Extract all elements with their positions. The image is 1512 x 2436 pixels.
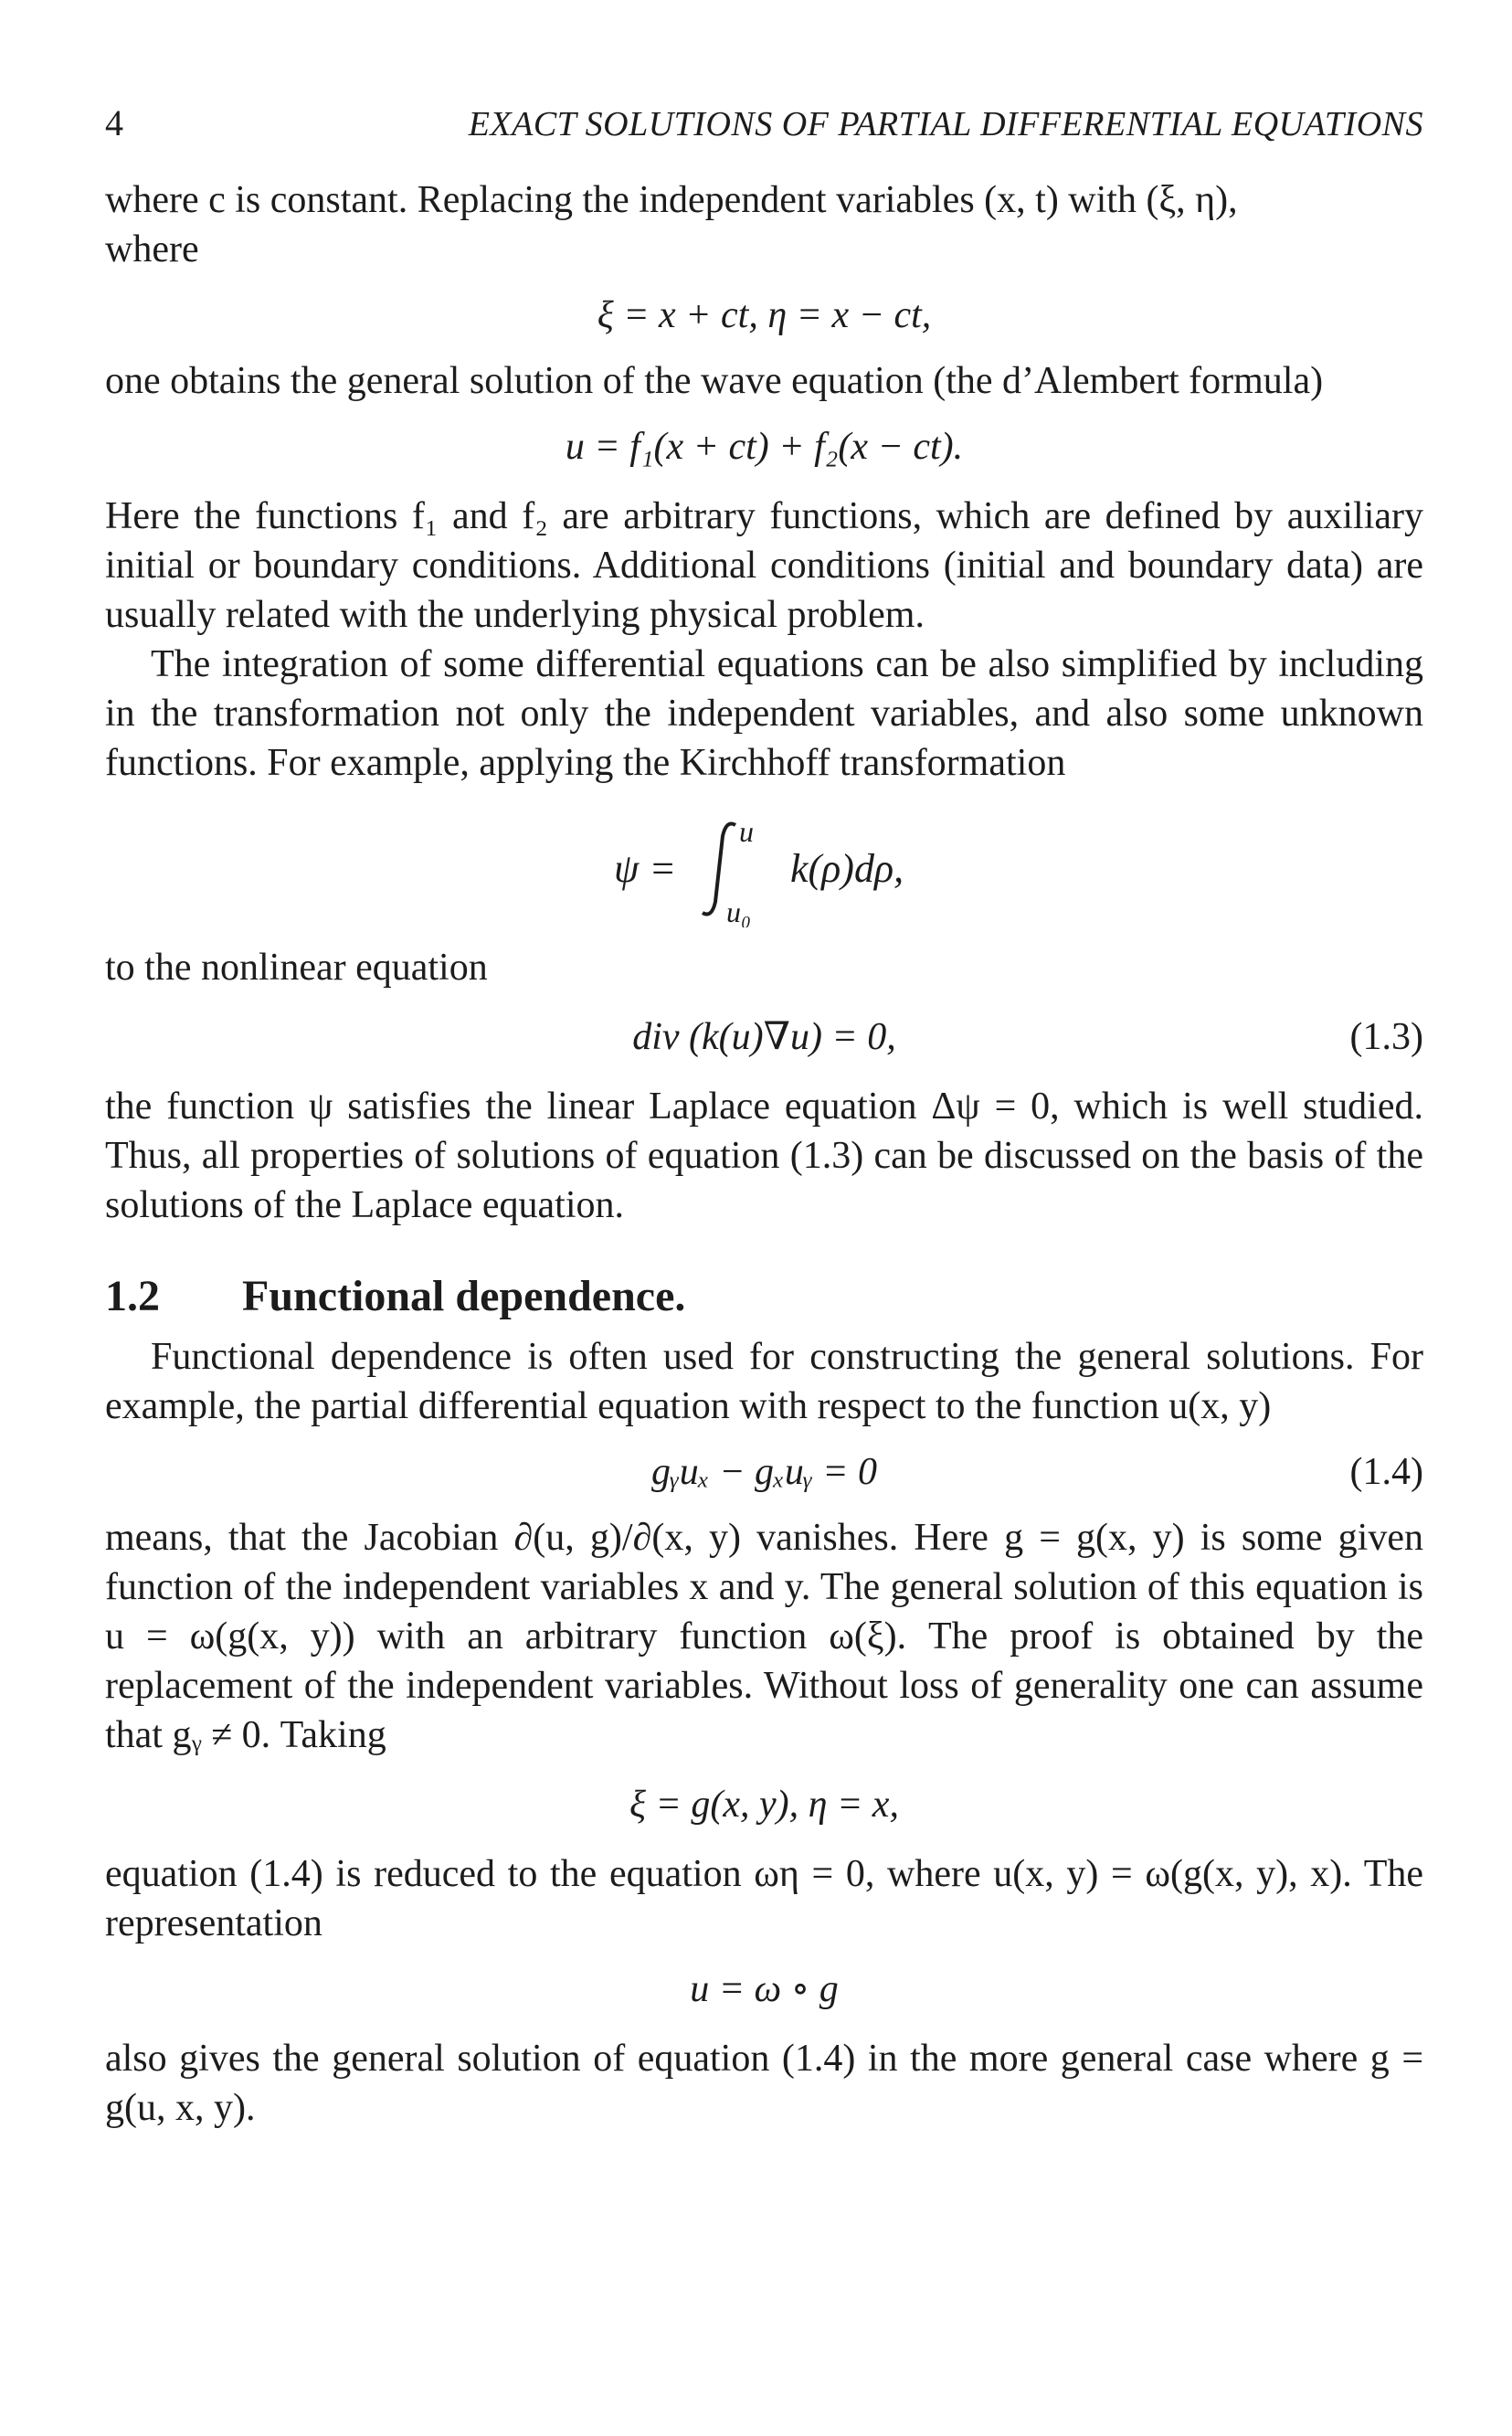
equation-composition-text: u = ω ∘ g <box>690 1968 839 2010</box>
kirchhoff-lower-limit: u₀ <box>725 895 751 928</box>
paragraph-kirchhoff-intro: The integration of some differential equations can be also simplified by including in the transformation not only the independent variables, and also some unknown functions. For example, applying the Kirchhoff transformation <box>105 643 1423 784</box>
equation-kirchhoff <box>105 806 1423 928</box>
equation-composition <box>105 1965 1423 2014</box>
equation-dalembert-text: u = f₁(x + ct) + f₂(x − ct). <box>565 426 964 468</box>
equation-substitution <box>105 1780 1423 1829</box>
kirchhoff-integrand: k(ρ)dρ, <box>789 846 904 892</box>
equation-xi-eta-text: ξ = x + ct, η = x − ct, <box>597 294 932 336</box>
equation-1-4-number: (1.4) <box>1349 1451 1423 1493</box>
paragraph-jacobian: means, that the Jacobian ∂(u, g)/∂(x, y) vanishes. Here g = g(x, y) is some given function of the independent variables x and y. The general solution of this equation is u = ω(g(x, y)) with an arbitrary function ω(ξ). The proof is obtained by the replacement of the independent variables. Without loss of generality one can assume that gᵧ ≠ 0. Taking <box>105 1517 1423 1756</box>
equation-dalembert <box>105 422 1423 471</box>
paragraph-laplace: the function ψ satisfies the linear Laplace equation Δψ = 0, which is well studied. Thus, all properties of solutions of equation (1.3) can be discussed on the basis of the solutions of the Laplace equation. <box>105 1086 1423 1226</box>
equation-1-4-text: gᵧuₓ − gₓuᵧ = 0 <box>651 1451 877 1493</box>
equation-1-4 <box>105 1447 1423 1497</box>
section-number: 1.2 <box>105 1272 160 1320</box>
running-title: EXACT SOLUTIONS OF PARTIAL DIFFERENTIAL EQUATIONS <box>468 105 1423 143</box>
paragraph-nonlinear-intro: to the nonlinear equation <box>105 947 488 989</box>
equation-xi-eta <box>105 291 1423 340</box>
section-heading <box>105 1272 1423 1321</box>
paragraph-intro-line1: where c is constant. Replacing the independent variables (x, t) with (ξ, η), <box>105 179 1238 221</box>
paragraph-general-case: also gives the general solution of equation (1.4) in the more general case where g = g(u, x, y). <box>105 2038 1423 2129</box>
equation-1-3-text: div (k(u)∇u) = 0, <box>632 1016 896 1058</box>
paragraph-intro-line2: where <box>105 228 199 270</box>
paragraph-arbitrary-functions: Here the functions f₁ and f₂ are arbitrary functions, which are defined by auxiliary initial or boundary conditions. Additional conditions (initial and boundary data) are usually related with the underlying physical problem. <box>105 495 1423 636</box>
kirchhoff-upper-limit: u <box>738 815 754 849</box>
paragraph-dalembert-intro: one obtains the general solution of the wave equation (the d’Alembert formula) <box>105 360 1324 402</box>
equation-1-3 <box>105 1012 1423 1062</box>
kirchhoff-lhs: ψ = <box>613 846 676 892</box>
page-number: 4 <box>105 102 123 143</box>
section-title: Functional dependence. <box>242 1272 686 1320</box>
kirchhoff-integral-svg <box>527 809 1002 927</box>
equation-1-3-number: (1.3) <box>1349 1016 1423 1058</box>
running-head <box>105 99 1423 154</box>
paragraph-reduced: equation (1.4) is reduced to the equation ωη = 0, where u(x, y) = ω(g(x, y), x). The representation <box>105 1853 1423 1944</box>
equation-substitution-text: ξ = g(x, y), η = x, <box>629 1784 899 1826</box>
paragraph-functional-intro: Functional dependence is often used for constructing the general solutions. For example, the partial differential equation with respect to the function u(x, y) <box>105 1336 1423 1427</box>
